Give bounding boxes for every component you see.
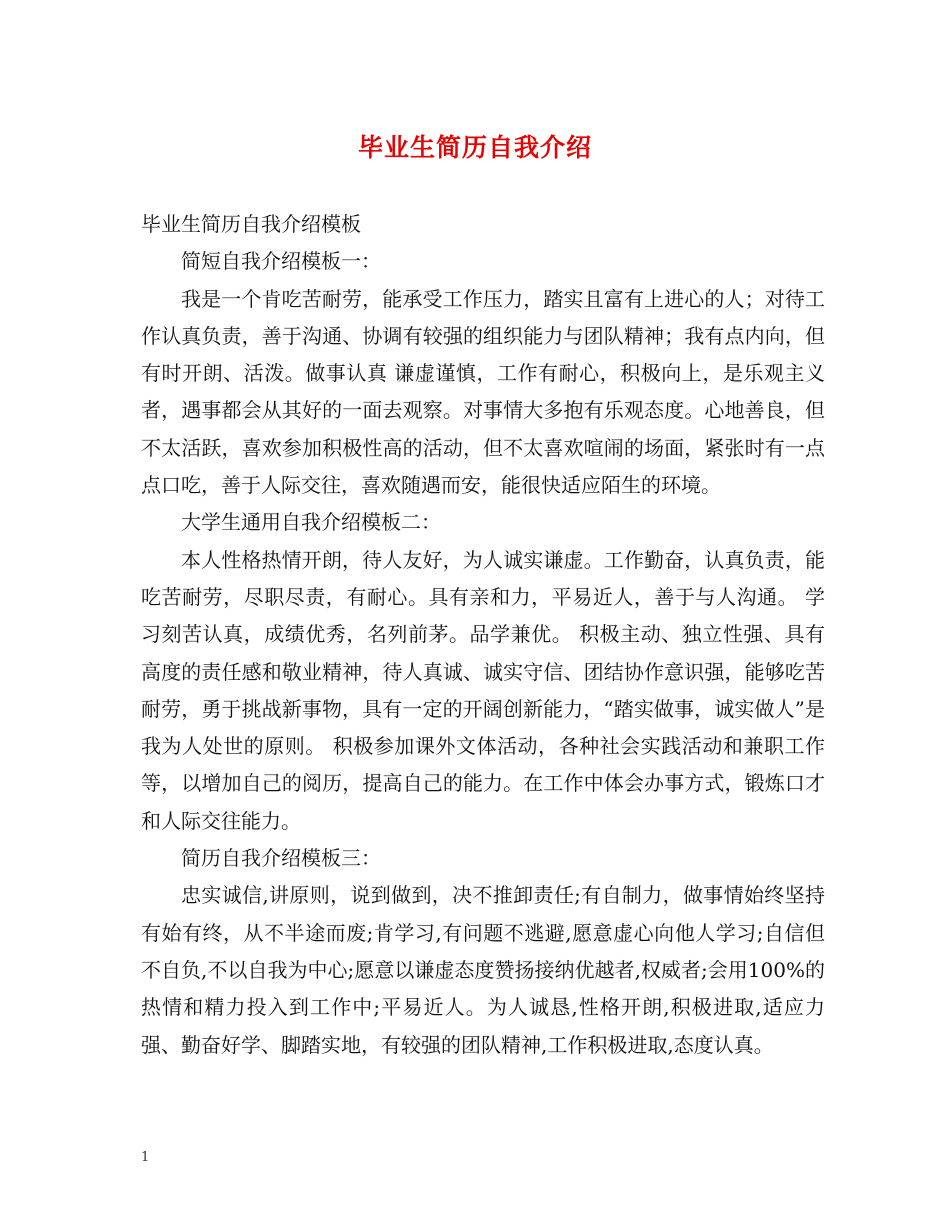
section-paragraph: 忠实诚信,讲原则，说到做到，决不推卸责任;有自制力，做事情始终坚持有始有终，从不半途而废;肯学习,有问题不逃避,愿意虚心向他人学习;自信但不自负,不以自我为中心;愿意以谦虚态度赞扬接纳优越者,权威者;会用100%的热情和精力投入到工作中;平易近人。为人诚恳,性格开朗,积极进取,适应力强、勤奋好学、脚踏实地，有较强的团队精神,工作积极进取,态度认真。 [141, 883, 825, 1057]
section-paragraph: 本人性格热情开朗，待人友好，为人诚实谦虚。工作勤奋，认真负责，能吃苦耐劳，尽职尽责，有耐心。具有亲和力，平易近人，善于与人沟通。 学习刻苦认真，成绩优秀，名列前茅。品学兼优。 积极主动、独立性强、具有高度的责任感和敬业精神，待人真诚、诚实守信、团结协作意识强，能够吃苦耐劳，勇于挑战新事物，具有一定的开阔创新能力，“踏实做事，诚实做人”是我为人处世的原则。 积极参加课外文体活动，各种社会实践活动和兼职工作等，以增加自己的阅历，提高自己的能力。在工作中体会办事方式，锻炼口才和人际交往能力。 [141, 547, 825, 833]
document-subtitle: 毕业生简历自我介绍模板 [141, 212, 361, 236]
section-heading: 大学生通用自我介绍模板二： [181, 510, 441, 535]
document-body [141, 206, 825, 1064]
document-title: 毕业生简历自我介绍 [357, 133, 592, 162]
section-paragraph: 我是一个肯吃苦耐劳，能承受工作压力，踏实且富有上进心的人；对待工作认真负责，善于沟通、协调有较强的组织能力与团队精神；我有点内向，但有时开朗、活泼。做事认真 谦虚谨慎，工作有耐心，积极向上，是乐观主义者，遇事都会从其好的一面去观察。对事情大多抱有乐观态度。心地善良，但不太活跃，喜欢参加积极性高的活动，但不太喜欢喧闹的场面，紧张时有一点点口吃，善于人际交往，喜欢随遇而安，能很快适应陌生的环境。 [141, 286, 825, 498]
section-heading: 简短自我介绍模板一： [181, 249, 381, 274]
section-heading: 简历自我介绍模板三： [181, 846, 381, 871]
page-number: 1 [141, 1150, 150, 1165]
